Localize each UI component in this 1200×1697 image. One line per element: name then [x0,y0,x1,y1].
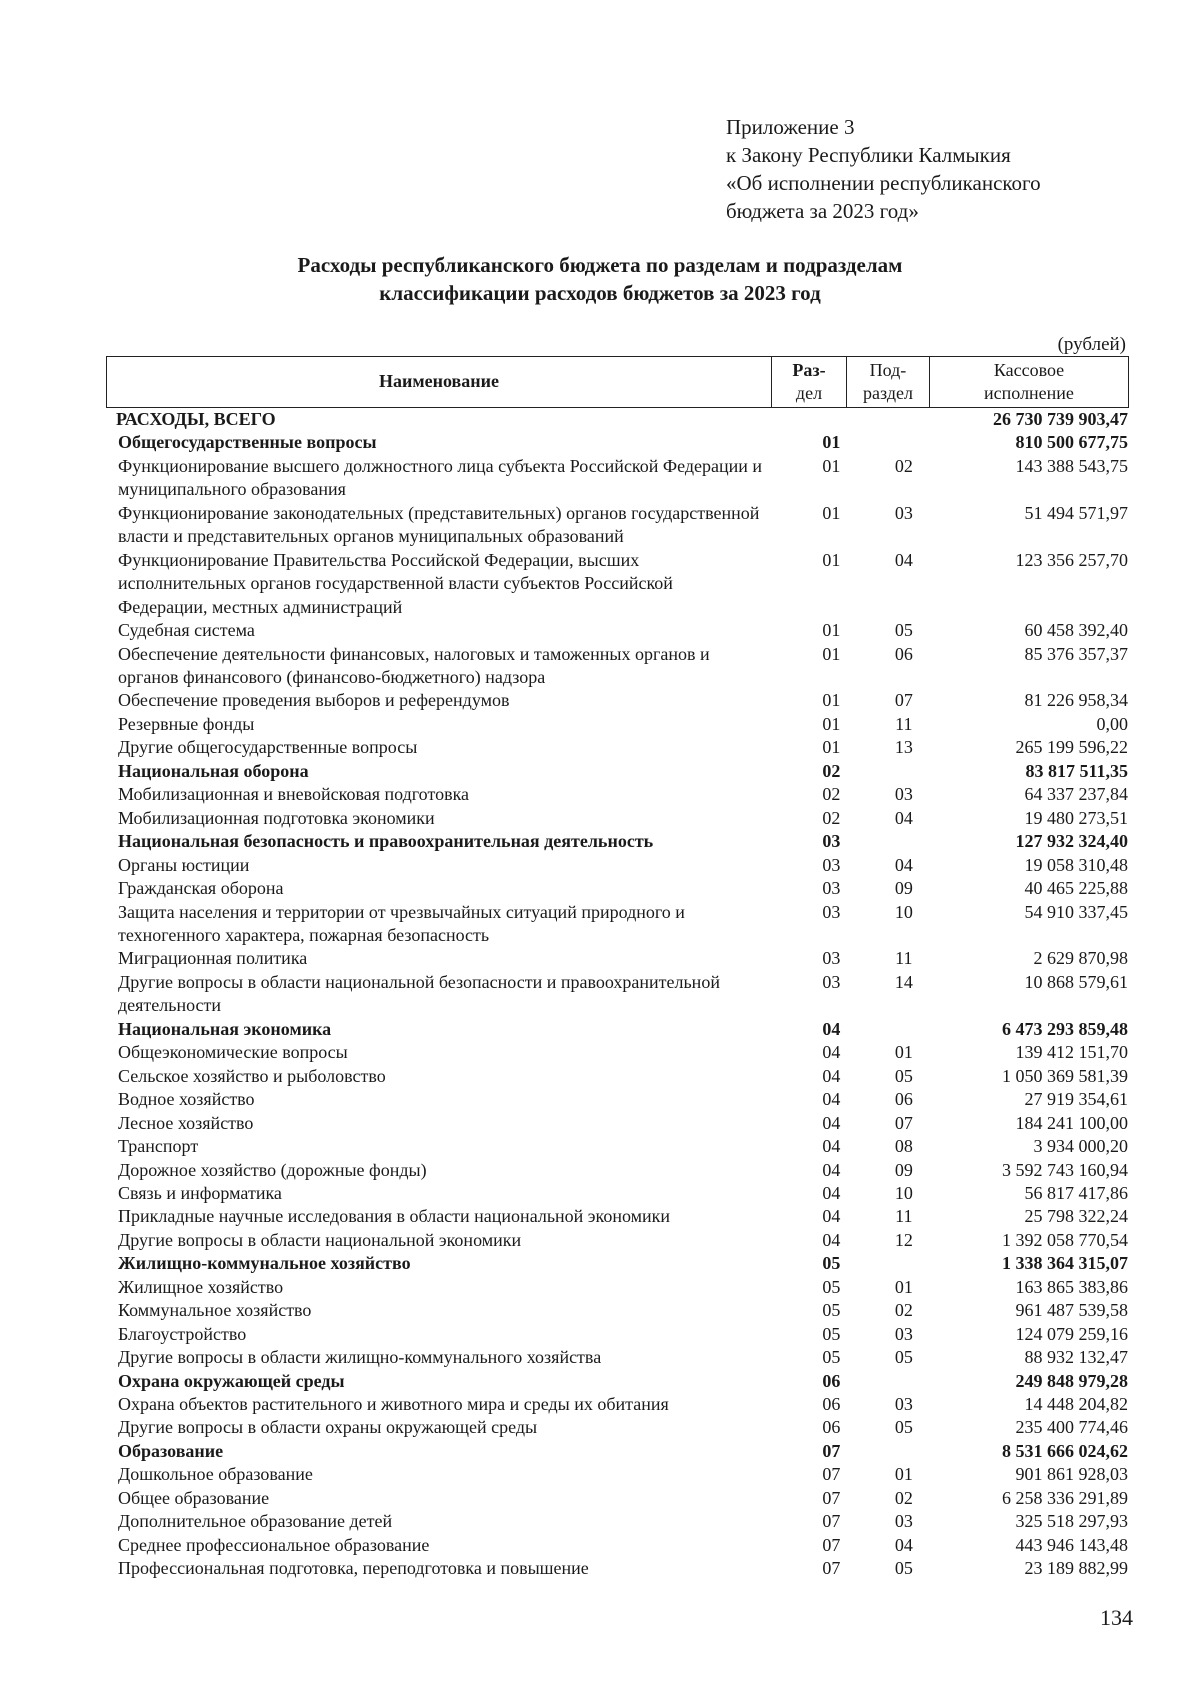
row-razdel: 04 [822,1089,841,1110]
table-row [118,971,1128,1018]
row-razdel: 04 [822,1136,841,1157]
row-amount: 14 448 204,82 [1024,1394,1128,1415]
row-razdel: 03 [822,948,841,969]
table-row [118,1510,1128,1533]
row-podrazdel: 02 [894,455,913,476]
row-podrazdel: 10 [894,1182,913,1203]
row-name: Национальная безопасность и правоохранительная деятельность [118,831,654,852]
row-podrazdel [864,1018,934,1041]
row-name: Другие общегосударственные вопросы [118,737,418,758]
appendix-line: бюджета за 2023 год» [726,199,919,223]
table-row [118,760,1128,783]
row-name: Функционирование высшего должностного лица субъекта Российской Федерации и муниципального образования [118,455,763,500]
row-amount: 25 798 322,24 [1024,1206,1128,1227]
row-razdel: 03 [822,878,841,899]
row-amount: 26 730 739 903,47 [993,409,1128,429]
row-amount: 54 910 337,45 [1024,901,1128,922]
row-podrazdel: 05 [894,620,913,641]
row-razdel: 05 [822,1347,841,1368]
appendix-line: Приложение 3 [726,115,855,139]
table-row [118,1112,1128,1135]
table-row [118,1440,1128,1463]
table-row [118,1323,1128,1346]
row-podrazdel [864,760,934,783]
row-name: Другие вопросы в области национальной экономики [118,1229,522,1250]
row-amount: 23 189 882,99 [1024,1558,1128,1579]
row-podrazdel [864,431,934,454]
title-line: Расходы республиканского бюджета по разделам и подразделам [297,253,903,277]
row-name: Сельское хозяйство и рыболовство [118,1065,386,1086]
appendix-line: к Закону Республики Калмыкия [726,143,1011,167]
row-razdel: 01 [822,690,841,711]
row-podrazdel [864,830,934,853]
row-razdel: 06 [822,1370,841,1391]
row-name: Общее образование [118,1487,270,1508]
row-razdel: 07 [822,1464,841,1485]
row-amount: 8 531 666 024,62 [1002,1440,1128,1461]
table-row [118,1299,1128,1322]
appendix-note [726,113,1166,225]
expenditure-table [118,408,1128,1581]
table-row [118,1557,1128,1580]
row-razdel: 04 [822,1229,841,1250]
row-podrazdel: 07 [894,1112,913,1133]
table-row [118,408,1128,431]
table-row [118,1135,1128,1158]
row-podrazdel: 11 [895,713,913,734]
row-razdel: 04 [822,1042,841,1063]
table-row [118,1393,1128,1416]
row-name: Благоустройство [118,1323,247,1344]
row-razdel: 02 [822,807,841,828]
table-row [118,1463,1128,1486]
table-row [118,783,1128,806]
row-razdel: 07 [822,1440,841,1461]
row-razdel: 02 [822,760,841,781]
row-amount: 19 058 310,48 [1024,854,1128,875]
row-podrazdel: 01 [894,1042,913,1063]
row-podrazdel: 06 [894,643,913,664]
row-name: Защита населения и территории от чрезвычайных ситуаций природного и техногенного характера, пожарная безопасность [118,901,685,945]
row-podrazdel: 04 [894,1534,913,1555]
row-podrazdel: 12 [894,1229,913,1250]
row-podrazdel: 01 [894,1464,913,1485]
row-amount: 265 199 596,22 [1015,737,1128,758]
row-amount: 325 518 297,93 [1015,1511,1128,1532]
table-row [118,619,1128,642]
row-amount: 6 258 336 291,89 [1002,1487,1128,1508]
header-podrazdel-line1: Под- [869,360,907,380]
row-name: Общеэкономические вопросы [118,1042,348,1063]
row-podrazdel: 07 [894,690,913,711]
row-razdel: 05 [822,1300,841,1321]
row-podrazdel: 11 [895,948,913,969]
row-razdel: 07 [822,1487,841,1508]
table-row [118,807,1128,830]
row-razdel: 04 [822,1182,841,1203]
table-row [118,1018,1128,1041]
row-razdel: 04 [822,1018,841,1039]
row-amount: 40 465 225,88 [1024,878,1128,899]
row-podrazdel: 03 [894,1511,913,1532]
row-podrazdel: 09 [894,878,913,899]
row-amount: 0,00 [1096,713,1128,734]
row-razdel: 07 [822,1558,841,1579]
row-razdel: 07 [822,1511,841,1532]
row-name: Связь и информатика [118,1182,282,1203]
row-name: Обеспечение проведения выборов и референдумов [118,690,510,711]
appendix-line: «Об исполнении республиканского [726,171,1041,195]
table-row [118,877,1128,900]
row-name: Функционирование Правительства Российской Федерации, высших исполнительных органов государственной власти субъектов Российской Федерации, местных администраций [118,549,673,617]
row-amount: 2 629 870,98 [1033,948,1128,969]
row-amount: 961 487 539,58 [1015,1300,1128,1321]
row-razdel: 03 [822,971,841,992]
row-amount: 81 226 958,34 [1024,690,1128,711]
row-amount: 143 388 543,75 [1015,455,1128,476]
header-kassovoe-line1: Кассовое [993,360,1065,380]
row-podrazdel [864,408,934,431]
row-amount: 1 392 058 770,54 [1002,1229,1128,1250]
table-row [118,947,1128,970]
table-row [118,854,1128,877]
row-razdel: 07 [822,1534,841,1555]
row-name: Дополнительное образование детей [118,1511,393,1532]
row-amount: 10 868 579,61 [1024,971,1128,992]
row-razdel: 01 [822,549,841,570]
table-row [118,1088,1128,1111]
row-amount: 3 934 000,20 [1033,1136,1128,1157]
table-row [118,901,1128,948]
row-amount: 85 376 357,37 [1024,643,1128,664]
header-razdel-cell [772,357,847,407]
row-podrazdel: 04 [894,854,913,875]
table-row [118,1370,1128,1393]
row-amount: 3 592 743 160,94 [1002,1159,1128,1180]
row-name: Мобилизационная подготовка экономики [118,807,435,828]
row-name: Профессиональная подготовка, переподготовка и повышение [118,1558,589,1579]
row-podrazdel: 13 [894,737,913,758]
row-amount: 27 919 354,61 [1024,1089,1128,1110]
table-row [118,1229,1128,1252]
row-name: Охрана объектов растительного и животного мира и среды их обитания [118,1394,669,1415]
row-amount: 901 861 928,03 [1015,1464,1128,1485]
row-razdel: 01 [822,432,841,453]
table-row [118,455,1128,502]
table-header [106,356,1129,408]
row-amount: 123 356 257,70 [1015,549,1128,570]
row-name: Мобилизационная и вневойсковая подготовка [118,784,470,805]
row-name: Дошкольное образование [118,1464,313,1485]
table-row [118,1205,1128,1228]
row-podrazdel: 04 [894,807,913,828]
row-razdel [770,408,864,431]
row-razdel: 01 [822,737,841,758]
row-name: Резервные фонды [118,713,255,734]
row-name: Охрана окружающей среды [118,1370,345,1391]
row-podrazdel: 05 [894,1558,913,1579]
row-razdel: 01 [822,643,841,664]
page-number: 134 [1100,1605,1133,1630]
table-row [118,1346,1128,1369]
row-razdel: 03 [822,854,841,875]
row-name: Миграционная политика [118,948,308,969]
row-amount: 51 494 571,97 [1024,502,1128,523]
row-razdel: 04 [822,1112,841,1133]
row-razdel: 06 [822,1394,841,1415]
row-razdel: 04 [822,1065,841,1086]
row-podrazdel: 02 [894,1487,913,1508]
table-row [118,502,1128,549]
header-name: Наименование [379,371,499,391]
row-amount: 19 480 273,51 [1024,807,1128,828]
row-amount: 60 458 392,40 [1024,620,1128,641]
row-podrazdel: 04 [894,549,913,570]
row-name: Образование [118,1440,224,1461]
row-name: Национальная экономика [118,1018,332,1039]
row-podrazdel: 09 [894,1159,913,1180]
row-amount: 127 932 324,40 [1015,831,1128,852]
row-amount: 235 400 774,46 [1015,1417,1128,1438]
row-podrazdel: 08 [894,1136,913,1157]
table-row [118,1487,1128,1510]
row-podrazdel: 11 [895,1206,913,1227]
row-podrazdel: 05 [894,1417,913,1438]
row-razdel: 05 [822,1276,841,1297]
row-name: Обеспечение деятельности финансовых, налоговых и таможенных органов и органов финансового (финансово-бюджетного) надзора [118,643,710,687]
table-row [118,1416,1128,1439]
table-row [118,1159,1128,1182]
row-amount: 88 932 132,47 [1024,1347,1128,1368]
table-row [118,1276,1128,1299]
row-razdel: 01 [822,502,841,523]
row-razdel: 05 [822,1323,841,1344]
row-razdel: 06 [822,1417,841,1438]
row-amount: 56 817 417,86 [1024,1182,1128,1203]
row-amount: 139 412 151,70 [1015,1042,1128,1063]
units-label: (рублей) [1057,334,1126,355]
row-razdel: 04 [822,1206,841,1227]
row-name: Гражданская оборона [118,878,284,899]
row-amount: 1 338 364 315,07 [1002,1253,1128,1274]
header-razdel-line1: Раз- [792,360,826,380]
row-razdel: 05 [822,1253,841,1274]
row-podrazdel: 02 [894,1300,913,1321]
row-name: Транспорт [118,1136,199,1157]
row-razdel: 02 [822,784,841,805]
table-row [118,1534,1128,1557]
row-podrazdel: 05 [894,1347,913,1368]
row-podrazdel: 03 [894,1394,913,1415]
table-row [118,830,1128,853]
row-podrazdel: 14 [894,971,913,992]
header-razdel-line2: дел [795,383,823,403]
row-podrazdel: 03 [894,784,913,805]
row-name: Жилищное хозяйство [118,1276,284,1297]
row-amount: 1 050 369 581,39 [1002,1065,1128,1086]
row-amount: 163 865 383,86 [1015,1276,1128,1297]
row-podrazdel [864,1440,934,1463]
row-name: Общегосударственные вопросы [118,432,377,453]
table-row [118,736,1128,759]
row-name: Водное хозяйство [118,1089,255,1110]
row-name: Дорожное хозяйство (дорожные фонды) [118,1159,427,1180]
table-row [118,1252,1128,1275]
row-name: Прикладные научные исследования в области национальной экономики [118,1206,671,1227]
table-row [118,643,1128,690]
table-row [118,431,1128,454]
row-podrazdel: 03 [894,1323,913,1344]
row-name: Жилищно-коммунальное хозяйство [118,1253,411,1274]
row-podrazdel: 06 [894,1089,913,1110]
row-amount: 124 079 259,16 [1015,1323,1128,1344]
row-name: Лесное хозяйство [118,1112,254,1133]
row-name: Другие вопросы в области национальной безопасности и правоохранительной деятельности [118,971,720,1016]
row-name: Органы юстиции [118,854,250,875]
header-podrazdel-cell [847,357,930,407]
row-name: Другие вопросы в области жилищно-коммунального хозяйства [118,1347,602,1368]
table-row [118,1182,1128,1205]
table-row [118,689,1128,712]
row-amount: 83 817 511,35 [1025,760,1128,781]
table-row [118,1065,1128,1088]
header-kassovoe-line2: исполнение [984,383,1074,403]
row-amount: 184 241 100,00 [1015,1112,1128,1133]
row-razdel: 03 [822,831,841,852]
table-row [118,713,1128,736]
table-row [118,549,1128,619]
row-podrazdel: 03 [894,502,913,523]
row-name: Функционирование законодательных (представительных) органов государственной власти и представительных органов муниципальных образований [118,502,760,547]
row-razdel: 03 [822,901,841,922]
row-amount: 6 473 293 859,48 [1002,1018,1128,1039]
header-name-cell [107,357,772,407]
row-razdel: 01 [822,713,841,734]
document-title [100,251,1100,307]
row-podrazdel: 01 [894,1276,913,1297]
row-name: РАСХОДЫ, ВСЕГО [116,409,276,429]
row-amount: 443 946 143,48 [1015,1534,1128,1555]
row-name: Судебная система [118,620,255,641]
row-podrazdel: 10 [894,901,913,922]
row-name: Другие вопросы в области охраны окружающей среды [118,1417,538,1438]
row-amount: 64 337 237,84 [1024,784,1128,805]
row-podrazdel [864,1370,934,1393]
row-amount: 810 500 677,75 [1015,432,1128,453]
row-name: Коммунальное хозяйство [118,1300,312,1321]
row-podrazdel: 05 [894,1065,913,1086]
row-name: Среднее профессиональное образование [118,1534,430,1555]
table-row [118,1041,1128,1064]
row-razdel: 01 [822,620,841,641]
title-line: классификации расходов бюджетов за 2023 год [379,281,821,305]
row-name: Национальная оборона [118,760,309,781]
row-razdel: 01 [822,455,841,476]
row-razdel: 04 [822,1159,841,1180]
header-kassovoe-cell [930,357,1128,407]
header-podrazdel-line2: раздел [863,383,913,403]
row-podrazdel [864,1252,934,1275]
row-amount: 249 848 979,28 [1015,1370,1128,1391]
